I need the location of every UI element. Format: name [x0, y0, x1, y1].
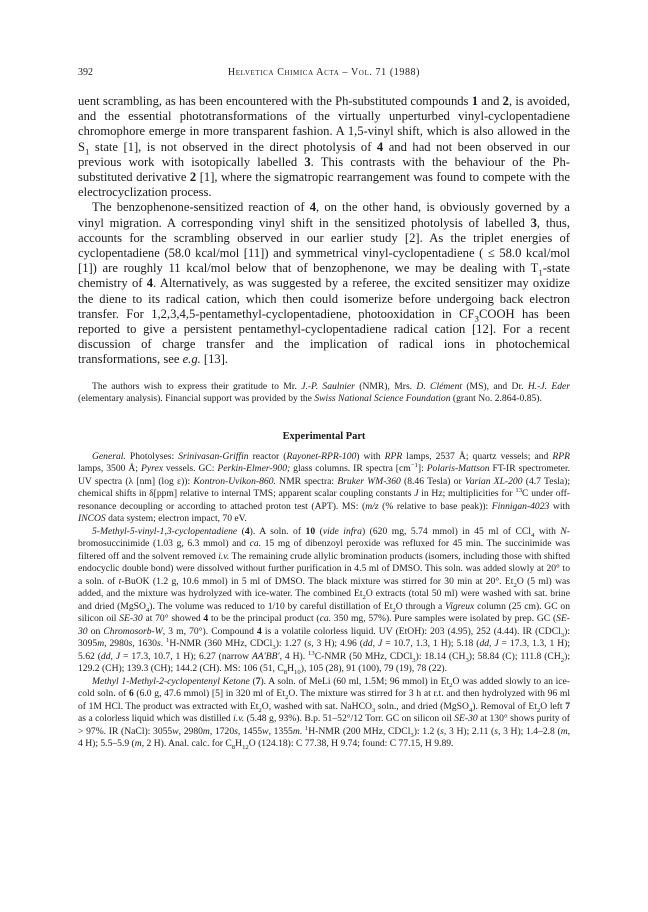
compound-ref: 2	[189, 170, 197, 185]
compound-ref: 1	[471, 94, 478, 108]
compound-ref: 4	[146, 276, 154, 291]
experimental-text	[78, 451, 570, 751]
general-paragraph: General. Photolyses: Srinivasan-Griffin reactor (Rayonet-RPR-100) with RPR lamps, 2537 Å; quartz vessels; and RPR lamps, 3500 Å; Pyrex vessels. GC: Perkin-Elmer-900; glass columns. IR spectra $[cm^{-1}]$: Polaris-Mattson FT-IR spectrometer. UV spectra (λ [nm] (log ε)): Kontron-Uvikon-860. NMR spectra: Bruker WM-360 (8.46 Tesla) or Varian XL-200 (4.7 Tesla); chemical shifts in δ[ppm] relative to internal TMS; apparent scalar coupling constants J in Hz; multiplicities for $^{13}$C under off-resonance decoupling or according to attached proton test (APT). MS: (m/z (% relative to base peak)): Finnigan-4023 with INCOS data system; electron impact, 70 eV.	[78, 450, 571, 525]
section-title: Experimental Part	[282, 430, 366, 442]
preparation-compound-4: 5-Methyl-5-vinyl-1,3-cyclopentadiene (4). A soln. of 10 (vide infra) (620 mg, 5.74 mmol) in 45 ml of CCl$_4$ with N-bromosuccinimide (1.03 g, 6.3 mmol) and ca. 15 mg of dibenzoyl peroxide was refluxed for 45 min. The succinimide was filtered off and the solvent removed i.v. The remaining crude allylic bromination products (isomers, including those with shifted endocyclic double bond) were dissolved without further purification in 4.5 ml of DMSO. This soln. was added slowly at 20° to a soln. of t-BuOK (1.2 g, 10.6 mmol) in 5 ml of DMSO. The black mixture was stirred for 30 min at 20°. $Et_2O$ (5 ml) was added, and the mixture was hydrolyzed with ice-water. The combined $Et_2O$ extracts (total 50 ml) were washed with sat. brine and dried (MgSO$_4$). The volume was reduced to 1/10 by careful distillation of $Et_2O$ through a Vigreux column (25 cm). GC on silicon oil SE-30 at 70° showed 4 to be the principal product (ca. 350 mg, 57%). Pure samples were isolated by prep. GC (SE-30 on Chromosorb-W, 3 m, 70°). Compound 4 is a volatile colorless liquid. UV (EtOH): 203 (4.95), 252 (4.44). IR (CDCl$_3$): 3095m, 2980s, 1630s. $^1$H-NMR (360 MHz, CDCl$_3$): 1.27 (s, 3 H); 4.96 (dd, J = 10.7, 1.3, 1 H); 5.18 (dd, J = 17.3, 1.3, 1 H); 5.62 (dd, J = 17.3, 10.7, 1 H); 6.27 (narrow AA′BB′, 4 H). $^{13}$C-NMR (50 MHz, CDCl$_3$): 18.14 $(CH_3)$; 58.84 (C); 111.8 $(CH_2)$; 129.2 (CH); 139.3 (CH); 144.2 (CH). MS: 106 (51, $C_8H_{10}$), 105 (28), 91 (100), 79 (19), 78 (22).	[78, 525, 571, 677]
discussion-text	[78, 94, 570, 368]
journal-title: Helvetica Chimica Acta – Vol. 71 (1988)	[227, 67, 421, 78]
compound-ref: 2	[502, 94, 509, 108]
acknowledgement: The authors wish to express their gratitude to Mr. J.-P. Saulnier (NMR), Mrs. D. Clément (MS), and Dr. H.-J. Eder (elementary analysis). Financial support was provided by the Swiss National Science Foundation (grant No. 2.864-0.85).	[78, 380, 570, 405]
compound-ref: 3	[530, 215, 537, 230]
compound-ref: 4	[376, 139, 384, 154]
paragraph-2: The benzophenone-sensitized reaction of 4, on the other hand, is obviously governed by a vinyl migration. A corresponding vinyl shift in the sensitized photolysis of labelled 3, thus, accounts for the scrambling observed in our earlier study [2]. As the triplet energies of cyclopentadiene (58.0 kcal/mol [11]) and symmetrical vinyl-cyclopentadiene ( ≤ 58.0 kcal/mol [1]) are roughly 11 kcal/mol below that of benzophenone, we may be dealing with $T_1$-state chemistry of 4. Alternatively, as was suggested by a referee, the excited sensitizer may oxidize the diene to its radical cation, which then could isomerize before undergoing back electron transfer. For 1,2,3,4,5-pentamethyl-cyclopentadiene, photooxidation in $CF_3COOH$ has been reported to give a persistent pentamethyl-cyclopentadiene radical cation [12]. For a recent discussion of charge transfer and the implication of radical ions in photochemical transformations, see e.g. [13].	[78, 200, 570, 367]
journal-page	[78, 66, 570, 751]
preparation-compound-7: Methyl 1-Methyl-2-cyclopentenyl Ketone (7). A soln. of MeLi (60 ml, 1.5M; 96 mmol) in $Et_2O$ was added slowly to an ice-cold soln. of 6 (6.0 g, 47.6 mmol) [5] in 320 ml of $Et_2O$. The mixture was stirred for 3 h at r.t. and then hydrolyzed with 96 ml of 1M HCl. The product was extracted with $Et_2O$, washed with sat. NaHCO$_3$ soln., and dried (MgSO$_4$). Removal of $Et_2O$ left 7 as a colorless liquid which was distilled i.v. (5.48 g, 93%). B.p. 51–52°/12 Torr. GC on silicon oil SE-30 at 130° shows purity of > 97%. IR (NaCl): 3055w, 2980m, 1720s, 1455w, 1355m. $^1$H-NMR (200 MHz, CDCl$_3$): 1.2 (s, 3 H); 2.11 (s, 3 H); 1.4–2.8 (m, 4 H); 5.5–5.9 (m, 2 H). Anal. calc. for $C_8H_{12}O$ (124.18): C 77.38, H 9.74; found: C 77.15, H 9.89.	[78, 675, 571, 752]
compound-ref: 4	[309, 200, 317, 215]
paragraph-1: uent scrambling, as has been encountered with the Ph-substituted compounds 1 and 2, is avoided, and the essential phototransformations of the virtually unperturbed vinyl-cyclopentadiene chromophore emerge in more transparent fashion. A 1,5-vinyl shift, which is also allowed in the $S_1$ state [1], is not observed in the direct photolysis of 4 and had not been observed in our previous work with isotopically labelled 3. This contrasts with the behaviour of the Ph-substituted derivative 2 [1], where the sigmatropic rearrangement was found to compete with the electrocyclization process.	[78, 94, 570, 200]
running-header	[78, 66, 570, 80]
page-number: 392	[78, 67, 93, 78]
compound-ref: 3	[304, 154, 311, 169]
